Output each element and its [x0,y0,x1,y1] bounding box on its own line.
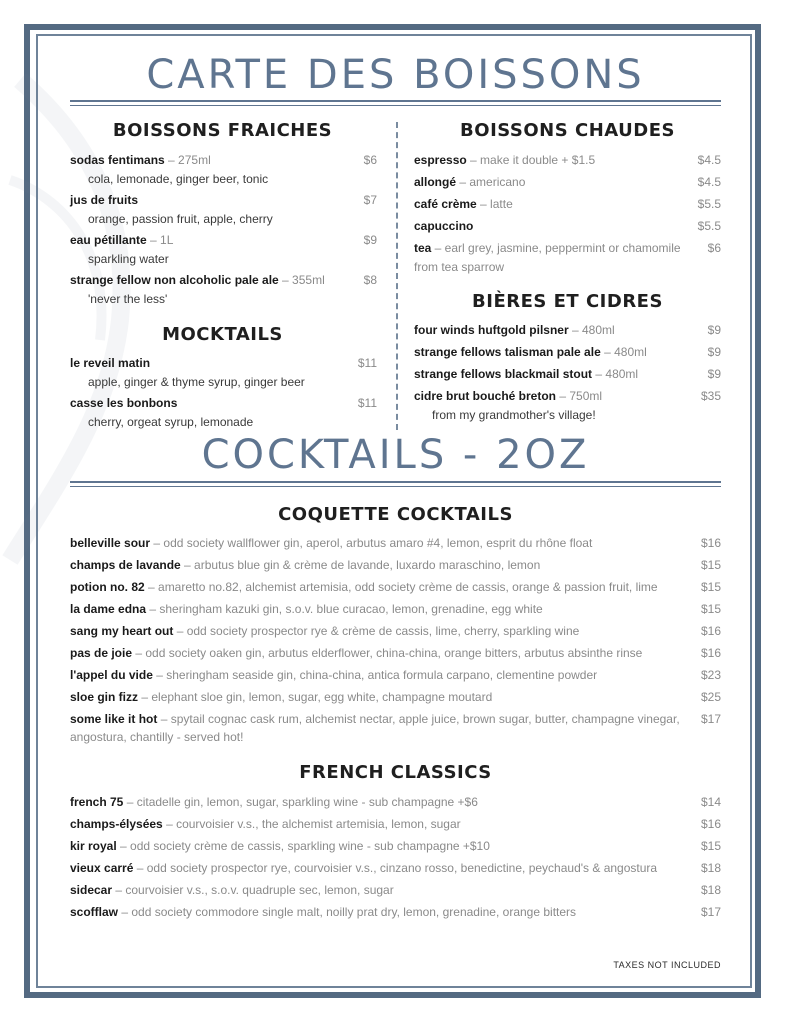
section-heading-mocktails: MOCKTAILS [162,324,283,345]
item-price: $15 [700,839,721,853]
cocktails-rule-bottom [70,486,721,487]
menu-item: strange fellow non alcoholic pale ale – 355ml [70,273,325,287]
menu-item: four winds huftgold pilsner – 480ml [414,323,615,337]
item-description-continued: angostura, chantilly - served hot! [70,730,244,744]
item-price: $7 [363,193,377,207]
section-heading-boissons-fraiches: BOISSONS FRAICHES [112,120,333,141]
item-price: $15 [700,580,721,594]
section-heading-bieres-et-cidres: BIÈRES ET CIDRES [472,291,663,312]
menu-item: casse les bonbons [70,396,178,410]
menu-item: espresso – make it double + $1.5 [414,153,596,167]
item-description: cherry, orgeat syrup, lemonade [88,415,254,429]
menu-item: french 75 – citadelle gin, lemon, sugar, sparkling wine - sub champagne +$6 [70,795,478,809]
item-price: $18 [700,861,721,875]
menu-item: sidecar – courvoisier v.s., s.o.v. quadruple sec, lemon, sugar [70,883,394,897]
item-price: $17 [700,905,721,919]
menu-item: champs de lavande – arbutus blue gin & crème de lavande, luxardo maraschino, lemon [70,558,541,572]
item-price: $25 [700,690,721,704]
title-rule-top [70,100,721,102]
menu-item: champs-élysées – courvoisier v.s., the alchemist artemisia, lemon, sugar [70,817,461,831]
section-heading-french-classics: FRENCH CLASSICS [299,762,492,783]
menu-item: tea – earl grey, jasmine, peppermint or chamomile [414,241,681,255]
item-price: $5.5 [697,219,721,233]
menu-item: allongé – americano [414,175,526,189]
item-price: $16 [700,624,721,638]
menu-item: pas de joie – odd society oaken gin, arbutus elderflower, china-china, orange bitters, arbutus absinthe rinse [70,646,643,660]
item-description: cola, lemonade, ginger beer, tonic [88,172,269,186]
menu-item: jus de fruits [70,193,139,207]
item-price: $9 [707,323,721,337]
item-price: $11 [357,396,377,410]
item-price: $8 [363,273,377,287]
item-price: $9 [363,233,377,247]
item-price: $16 [700,817,721,831]
menu-item: scofflaw – odd society commodore single malt, noilly prat dry, lemon, grenadine, orange bitters [70,905,577,919]
item-price: $4.5 [697,153,721,167]
section-heading-coquette-cocktails: COQUETTE COCKTAILS [278,504,513,525]
item-price: $16 [700,536,721,550]
item-price: $6 [363,153,377,167]
menu-item: cidre brut bouché breton – 750ml [414,389,603,403]
item-price: $35 [700,389,721,403]
menu-item: strange fellows blackmail stout – 480ml [414,367,639,381]
menu-item: la dame edna – sheringham kazuki gin, s.o.v. blue curacao, lemon, grenadine, egg white [70,602,543,616]
menu-item: some like it hot – spytail cognac cask rum, alchemist nectar, apple juice, brown sugar, butter, champagne vinegar, [70,712,680,726]
taxes-note: TAXES NOT INCLUDED [613,960,721,970]
menu-item: belleville sour – odd society wallflower gin, aperol, arbutus amaro #4, lemon, esprit du rhône float [70,536,593,550]
menu-item: kir royal – odd society crème de cassis, sparkling wine - sub champagne +$10 [70,839,490,853]
menu-item: café crème – latte [414,197,513,211]
section-heading-boissons-chaudes: BOISSONS CHAUDES [460,120,675,141]
column-divider [396,122,398,430]
cocktails-title: COCKTAILS - 2OZ [201,432,590,478]
item-price: $15 [700,602,721,616]
item-price: $9 [707,345,721,359]
item-price: $16 [700,646,721,660]
item-price: $23 [700,668,721,682]
menu-item: eau pétillante – 1L [70,233,174,247]
item-price: $9 [707,367,721,381]
menu-item: le reveil matin [70,356,151,370]
item-price: $14 [700,795,721,809]
item-price: $17 [700,712,721,726]
item-price: $11 [357,356,377,370]
item-description: apple, ginger & thyme syrup, ginger beer [88,375,305,389]
menu-item: capuccino [414,219,474,233]
cocktails-rule-top [70,481,721,483]
menu-item: l'appel du vide – sheringham seaside gin, china-china, antica formula carpano, clementine powder [70,668,598,682]
item-description-continued: from tea sparrow [414,260,505,274]
menu-item: vieux carré – odd society prospector rye, courvoisier v.s., cinzano rosso, benedictine, peychaud's & angostura [70,861,658,875]
item-description: orange, passion fruit, apple, cherry [88,212,273,226]
menu-item: sang my heart out – odd society prospector rye & crème de cassis, lime, cherry, sparkling wine [70,624,580,638]
item-price: $18 [700,883,721,897]
menu-item: sodas fentimans – 275ml [70,153,211,167]
item-description: sparkling water [88,252,169,266]
title-rule-bottom [70,105,721,106]
page-title: CARTE DES BOISSONS [146,52,645,98]
menu-item: potion no. 82 – amaretto no.82, alchemist artemisia, odd society crème de cassis, orange & passion fruit, lime [70,580,658,594]
item-description: 'never the less' [88,292,168,306]
menu-item: strange fellows talisman pale ale – 480ml [414,345,647,359]
item-price: $4.5 [697,175,721,189]
item-price: $15 [700,558,721,572]
item-price: $6 [707,241,721,255]
menu-item: sloe gin fizz – elephant sloe gin, lemon, sugar, egg white, champagne moutard [70,690,493,704]
item-price: $5.5 [697,197,721,211]
item-description: from my grandmother's village! [432,408,596,422]
